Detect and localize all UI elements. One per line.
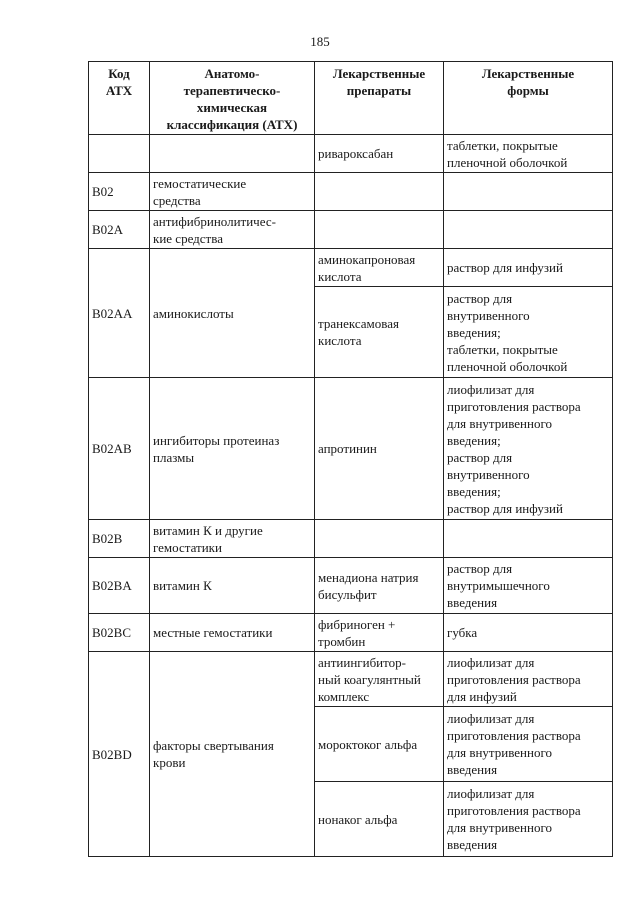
cell-classification: витамин К и другие гемостатики [150,520,315,558]
cell-form-empty [444,211,613,249]
cell-code: B02BA [89,558,150,614]
cell-form: раствор для внутривенного введения; таблетки, покрытые пленочной оболочкой [444,287,613,378]
table-header-row [89,62,613,135]
cell-drug: аминокапроновая кислота [315,249,444,287]
cell-code: B02B [89,520,150,558]
cell-code: B02BC [89,614,150,652]
cell-form: лиофилизат для приготовления раствора для инфузий [444,652,613,707]
cell-code-empty [89,135,150,173]
cell-drug: мороктоког альфа [315,707,444,782]
cell-form: лиофилизат для приготовления раствора для внутривенного введения [444,707,613,782]
cell-form: раствор для внутримышечного введения [444,558,613,614]
cell-drug: ривароксабан [315,135,444,173]
header-code: Код АТХ [89,62,150,135]
cell-drug-empty [315,173,444,211]
table-row [89,520,613,558]
table-row [89,378,613,520]
cell-code: B02BD [89,652,150,857]
cell-classification: витамин К [150,558,315,614]
table-row [89,249,613,287]
cell-classification: аминокислоты [150,249,315,378]
cell-form: раствор для инфузий [444,249,613,287]
cell-form: лиофилизат для приготовления раствора для внутривенного введения [444,782,613,857]
cell-drug-empty [315,211,444,249]
cell-drug-empty [315,520,444,558]
cell-form: таблетки, покрытые пленочной оболочкой [444,135,613,173]
cell-code: B02A [89,211,150,249]
table-row [89,614,613,652]
atx-drug-table [88,61,613,857]
cell-form: лиофилизат для приготовления раствора для внутривенного введения; раствор для внутривенного введения; раствор для инфузий [444,378,613,520]
cell-classification: антифибринолитичес- кие средства [150,211,315,249]
cell-form-empty [444,173,613,211]
cell-form-empty [444,520,613,558]
table-row [89,652,613,707]
header-classification: Анатомо- терапевтическо- химическая классификация (АТХ) [150,62,315,135]
table-row [89,135,613,173]
table-row [89,558,613,614]
cell-drug: антиингибитор- ный коагулянтный комплекс [315,652,444,707]
cell-drug: нонаког альфа [315,782,444,857]
cell-drug: фибриноген + тромбин [315,614,444,652]
cell-class-empty [150,135,315,173]
cell-drug: менадиона натрия бисульфит [315,558,444,614]
cell-classification: ингибиторы протеиназ плазмы [150,378,315,520]
cell-classification: факторы свертывания крови [150,652,315,857]
header-forms: Лекарственные формы [444,62,613,135]
cell-classification: местные гемостатики [150,614,315,652]
cell-classification: гемостатические средства [150,173,315,211]
cell-code: B02AB [89,378,150,520]
page-number: 185 [310,34,330,49]
cell-code: B02 [89,173,150,211]
cell-code: B02AA [89,249,150,378]
cell-drug: апротинин [315,378,444,520]
cell-drug: транексамовая кислота [315,287,444,378]
table-row [89,211,613,249]
cell-form: губка [444,614,613,652]
table-row [89,173,613,211]
header-drugs: Лекарственные препараты [315,62,444,135]
